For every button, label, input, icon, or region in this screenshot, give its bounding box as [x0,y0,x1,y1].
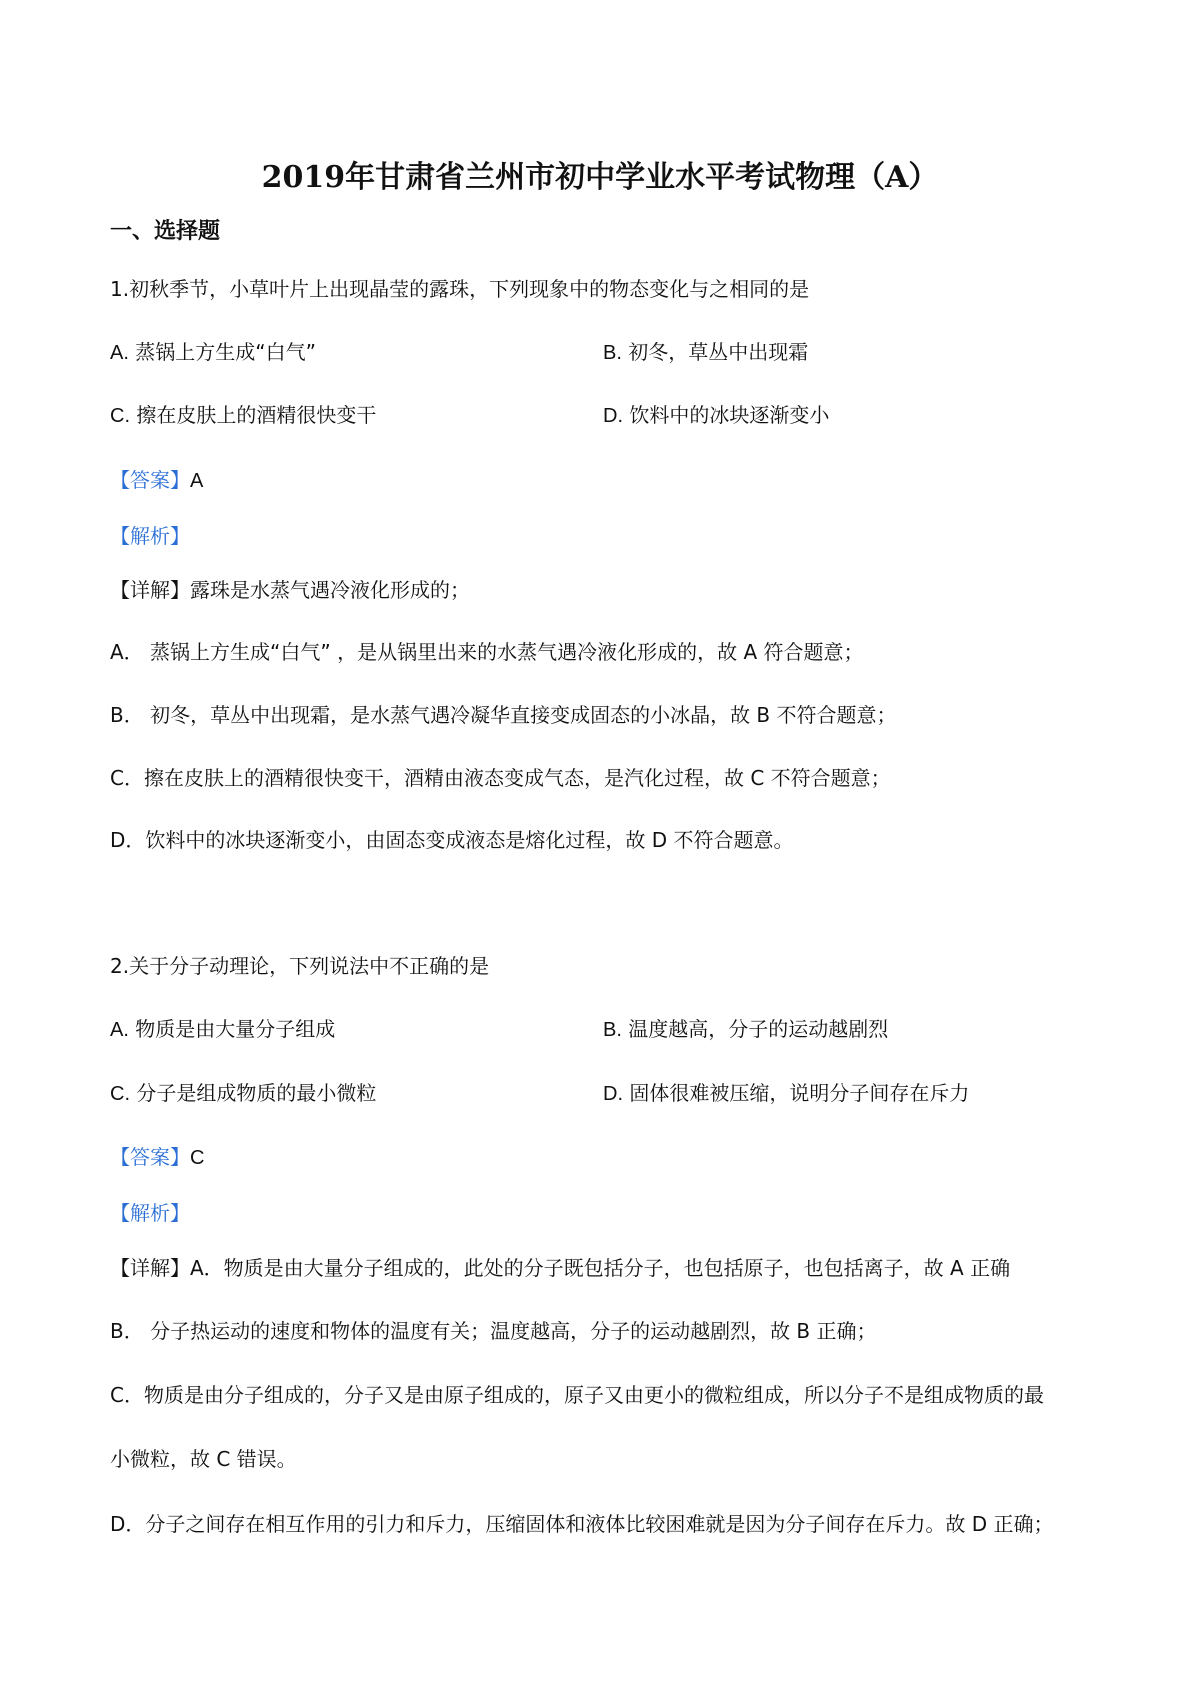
option-text: 蒸锅上方生成“白气” [135,340,316,364]
question-2-option-d [603,1079,969,1108]
option-text: 擦在皮肤上的酒精很快变干 [136,403,377,427]
question-1-detail-line: C．擦在皮肤上的酒精很快变干，酒精由液态变成气态，是汽化过程，故 C 不符合题意； [110,766,891,790]
answer-value: C [190,1147,205,1169]
option-text: 初冬，草丛中出现霜 [628,340,809,364]
question-2-option-a [110,1015,335,1044]
question-1-option-b [603,338,808,367]
question-2-detail-line: B． 分子热运动的速度和物体的温度有关；温度越高，分子的运动越剧烈，故 B 正确； [110,1319,877,1343]
option-text: 饮料中的冰块逐渐变小 [629,403,830,427]
option-letter: D. [603,405,623,427]
question-1-option-d [603,401,829,430]
question-1-analysis-tag: 【解析】 [110,524,190,548]
question-1-detail-line: 【详解】露珠是水蒸气遇冷液化形成的； [110,578,470,602]
question-2-option-b [603,1015,888,1044]
question-1-stem: 1.初秋季节，小草叶片上出现晶莹的露珠，下列现象中的物态变化与之相同的是 [110,277,810,301]
option-letter: B. [603,1019,622,1041]
question-2-detail-line: C．物质是由分子组成的，分子又是由原子组成的，原子又由更小的微粒组成，所以分子不是组成物质的最 [110,1383,1044,1407]
answer-tag: 【答案】 [110,1145,190,1169]
question-2-option-c [110,1079,376,1108]
question-1-detail-line: A． 蒸锅上方生成“白气” ，是从锅里出来的水蒸气遇冷液化形成的，故 A 符合题意； [110,640,864,664]
option-text: 分子是组成物质的最小微粒 [136,1081,377,1105]
option-letter: B. [603,342,622,364]
question-1-answer [110,466,203,495]
option-text: 物质是由大量分子组成 [135,1017,336,1041]
question-1-option-a [110,338,316,367]
question-2-detail-line: 【详解】A．物质是由大量分子组成的，此处的分子既包括分子，也包括原子，也包括离子，故 A 正确 [110,1256,1011,1280]
option-text: 温度越高，分子的运动越剧烈 [628,1017,889,1041]
question-1-detail-line: B． 初冬，草丛中出现霜，是水蒸气遇冷凝华直接变成固态的小冰晶，故 B 不符合题意； [110,703,897,727]
question-2-detail-line: D．分子之间存在相互作用的引力和斥力，压缩固体和液体比较困难就是因为分子间存在斥力。故 D 正确； [110,1512,1054,1536]
option-letter: A. [110,342,129,364]
question-1-option-c [110,401,376,430]
question-2-detail-line: 小微粒，故 C 错误。 [110,1447,297,1471]
section-heading: 一、选择题 [110,219,221,244]
question-2-stem: 2.关于分子动理论，下列说法中不正确的是 [110,954,490,978]
page-title: 2019年甘肃省兰州市初中学业水平考试物理（A） [261,160,939,195]
option-letter: C. [110,405,130,427]
question-2-answer [110,1143,204,1172]
answer-tag: 【答案】 [110,468,190,492]
question-1-detail-line: D．饮料中的冰块逐渐变小，由固态变成液态是熔化过程，故 D 不符合题意。 [110,828,794,852]
question-2-analysis-tag: 【解析】 [110,1201,190,1225]
answer-value: A [190,470,204,492]
option-letter: C. [110,1083,130,1105]
option-letter: A. [110,1019,129,1041]
option-letter: D. [603,1083,623,1105]
option-text: 固体很难被压缩，说明分子间存在斥力 [629,1081,970,1105]
